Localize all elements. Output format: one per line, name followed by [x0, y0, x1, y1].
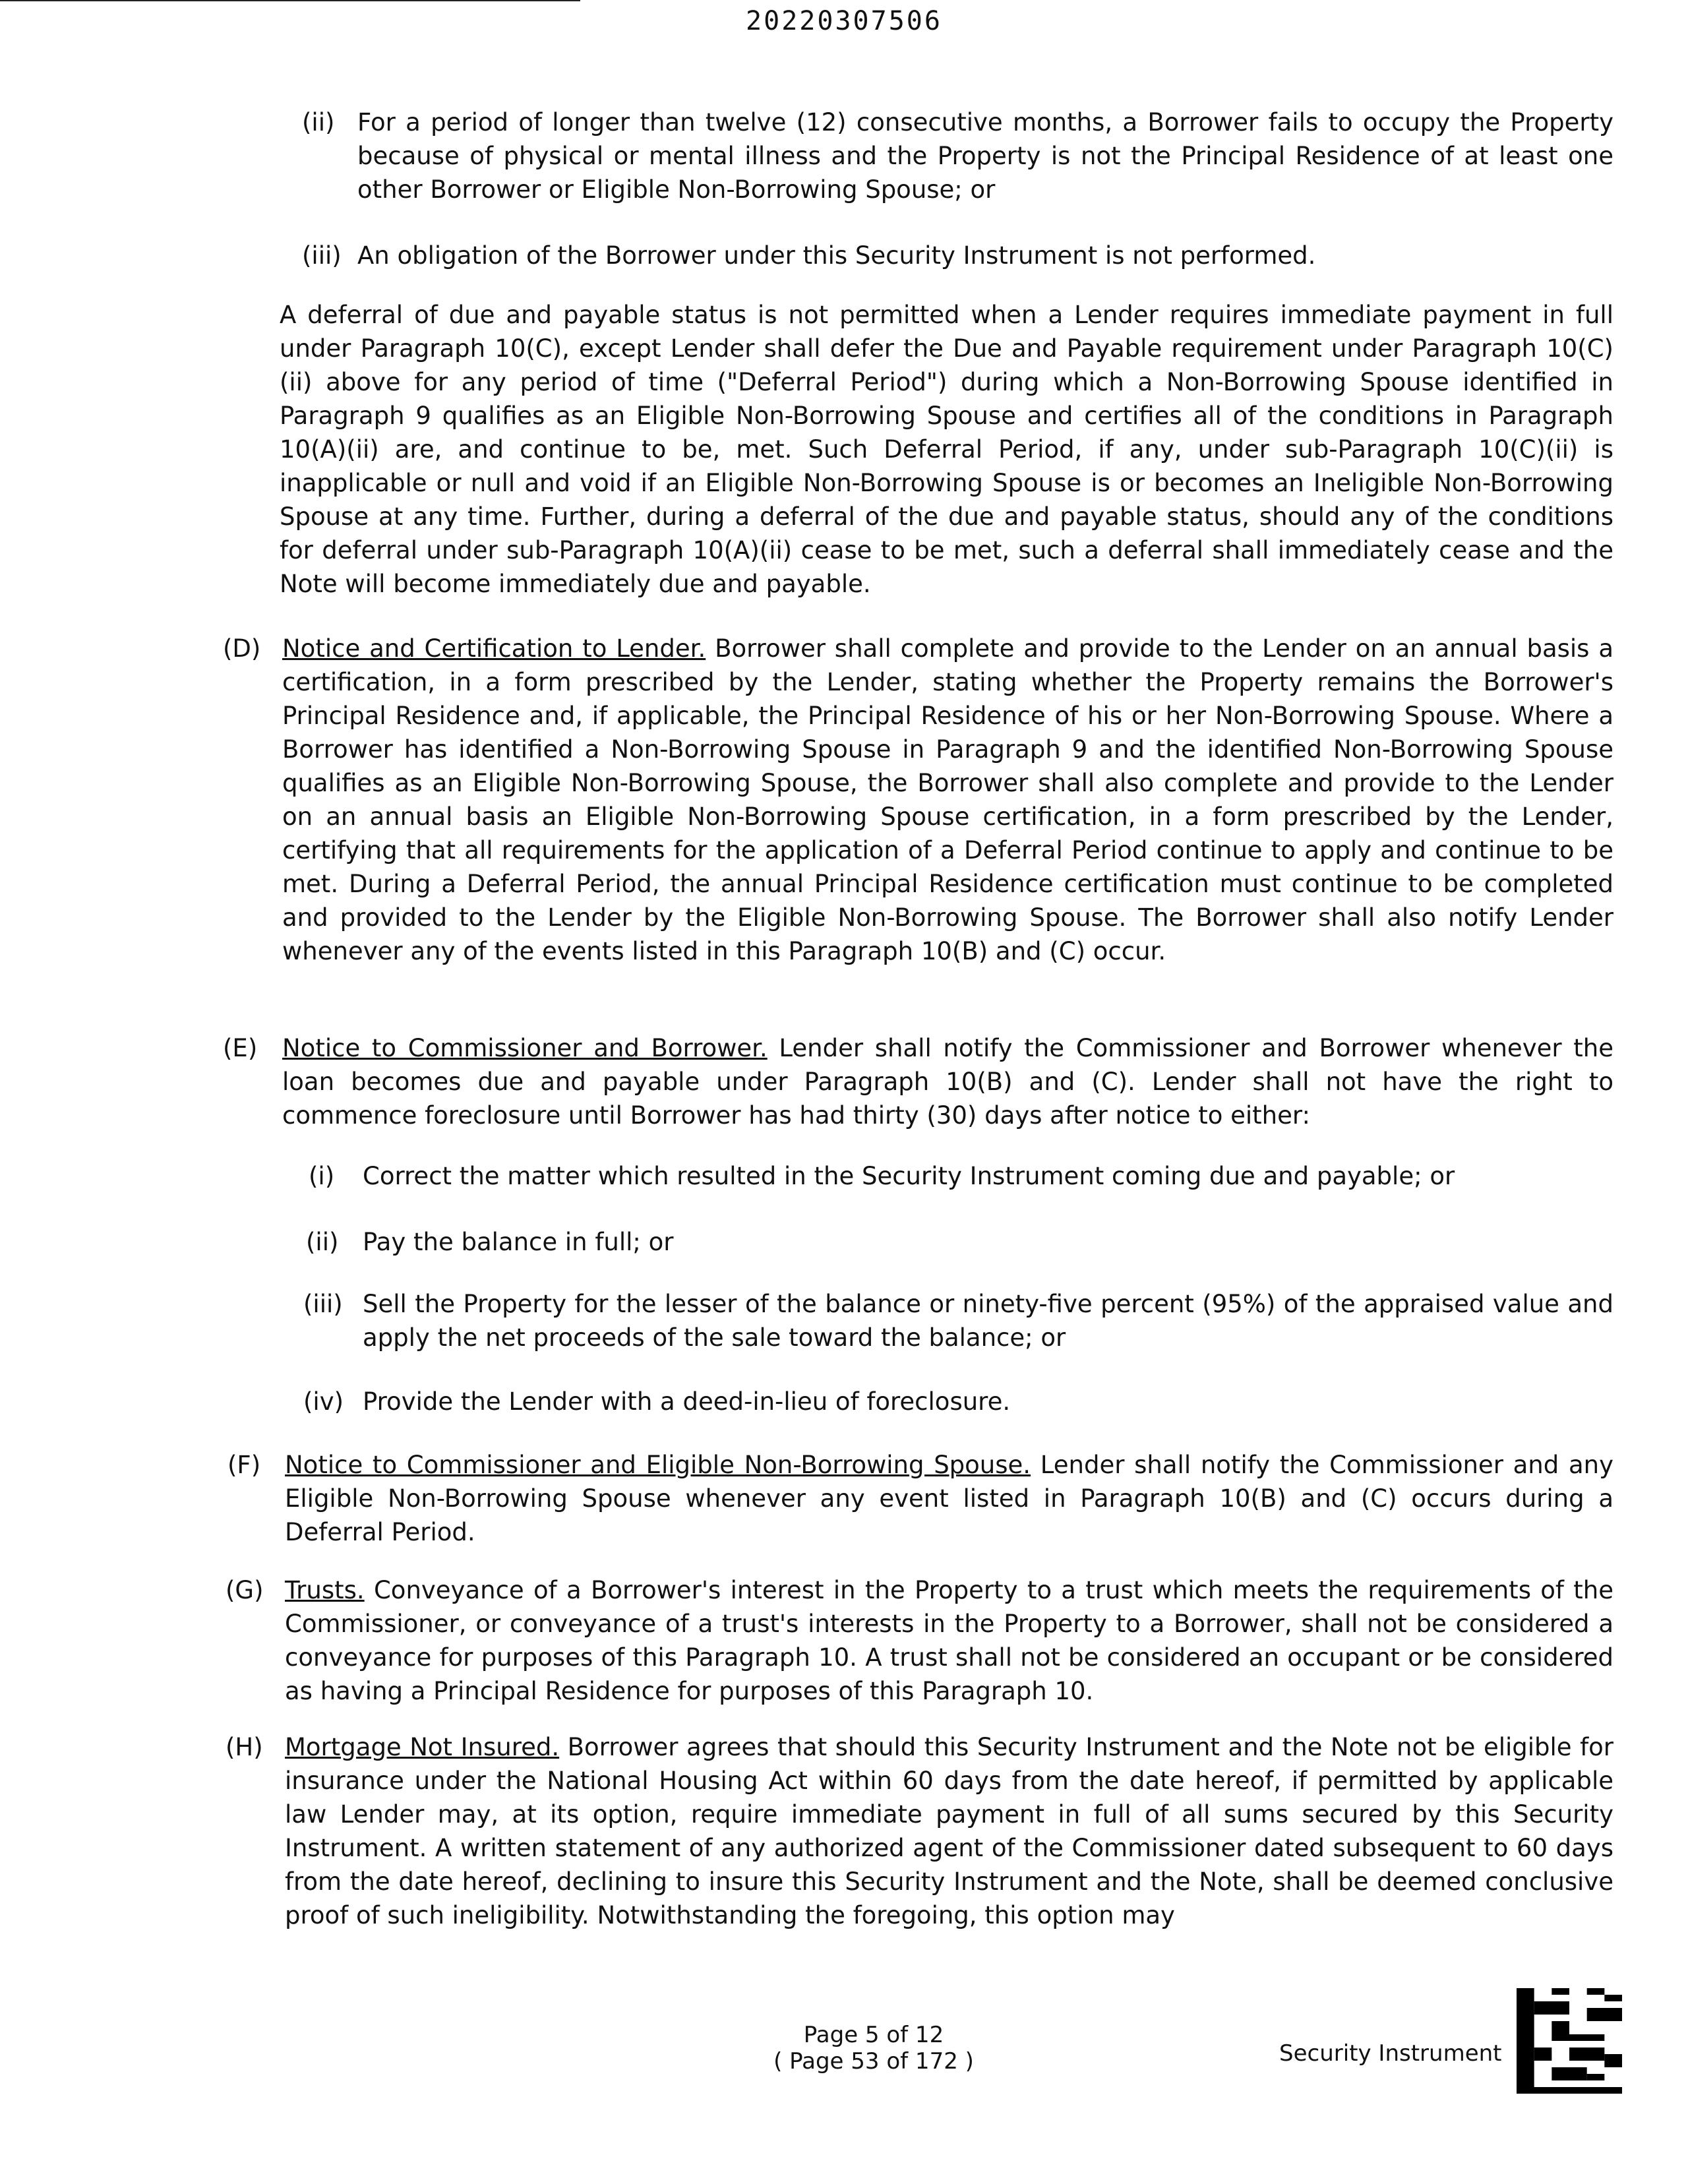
page-number — [765, 2022, 982, 2075]
item-text: An obligation of the Borrower under this Security Instrument is not performed. — [357, 241, 1316, 270]
section-heading: Notice to Commissioner and Borrower. — [282, 1034, 768, 1062]
section-heading: Notice to Commissioner and Eligible Non-Borrowing Spouse. — [285, 1451, 1031, 1479]
section-text: Borrower agrees that should this Security Instrument and the Note not be eligible for insurance under the National Housing Act within 60 days from the date hereof, if permitted by applicable law Lender may, at its option, require immediate payment in full of all sums secured by this Security Instrument. A written statement of any authorized agent of the Commissioner dated subsequent to 60 days from the date hereof, declining to insure this Security Instrument and the Note, shall be deemed conclusive proof of such ineligibility. Notwithstanding the foregoing, this option may — [285, 1733, 1613, 1929]
e-item-text: Sell the Property for the lesser of the balance or ninety-five percent (95%) of the appraised value and apply the net proceeds of the sale toward the balance; or — [363, 1290, 1613, 1352]
datamatrix-barcode-icon — [1517, 1988, 1622, 2094]
section-label: (G) — [226, 1576, 264, 1604]
section-heading: Notice and Certification to Lender. — [282, 634, 706, 663]
section-g — [285, 1573, 1613, 1708]
e-item-text: Pay the balance in full; or — [363, 1228, 674, 1256]
section-heading: Trusts. — [285, 1576, 365, 1604]
section-f — [285, 1448, 1613, 1549]
e-item-label: (i) — [309, 1162, 335, 1190]
e-item-text: Correct the matter which resulted in the Security Instrument coming due and payable; or — [363, 1162, 1455, 1190]
e-item-label: (iv) — [303, 1387, 344, 1416]
page-of-total: ( Page 53 of 172 ) — [773, 2048, 974, 2075]
item-label: (iii) — [302, 241, 342, 270]
footer-title: Security Instrument — [1279, 2040, 1502, 2067]
section-d — [282, 632, 1613, 968]
section-e — [282, 1031, 1613, 1132]
section-heading: Mortgage Not Insured. — [285, 1733, 560, 1761]
section-label: (E) — [223, 1034, 258, 1062]
section-label: (H) — [226, 1733, 263, 1761]
top-rule — [0, 0, 580, 1]
section-text: Lender shall notify the Commissioner and any Eligible Non-Borrowing Spouse whenever any event listed in Paragraph 10(B) and (C) occurs during a Deferral Period. — [285, 1451, 1613, 1546]
section-label: (F) — [227, 1451, 261, 1479]
document-number: 20220307506 — [746, 6, 942, 36]
page-of: Page 5 of 12 — [803, 2022, 944, 2048]
e-item-label: (iii) — [303, 1290, 343, 1318]
e-item-text: Provide the Lender with a deed-in-lieu of foreclosure. — [363, 1387, 1011, 1416]
section-text: Lender shall notify the Commissioner and Borrower whenever the loan becomes due and payable under Paragraph 10(B) and (C). Lender shall not have the right to commence foreclosure until Borrower has had thirty (30) days after notice to either: — [282, 1034, 1613, 1130]
deferral-paragraph: A deferral of due and payable status is not permitted when a Lender requires immediate payment in full under Paragraph 10(C), except Lender shall defer the Due and Payable requirement under Paragraph 10(C)(ii) above for any period of time ("Deferral Period") during which a Non-Borrowing Spouse identified in Paragraph 9 qualifies as an Eligible Non-Borrowing Spouse and certifies all of the conditions in Paragraph 10(A)(ii) are, and continue to be, met. Such Deferral Period, if any, under sub-Paragraph 10(C)(ii) is inapplicable or null and void if an Eligible Non-Borrowing Spouse is or becomes an Ineligible Non-Borrowing Spouse at any time. Further, during a deferral of the due and payable status, should any of the conditions for deferral under sub-Paragraph 10(A)(ii) cease to be met, such a deferral shall immediately cease and the Note will become immediately due and payable. — [280, 301, 1613, 598]
section-label: (D) — [223, 634, 261, 663]
section-h — [285, 1730, 1613, 1932]
item-label: (ii) — [302, 108, 335, 136]
e-item-label: (ii) — [306, 1228, 339, 1256]
section-text: Borrower shall complete and provide to the Lender on an annual basis a certification, in a form prescribed by the Lender, stating whether the Property remains the Borrower's Principal Residence and, if applicable, the Principal Residence of his or her Non-Borrowing Spouse. Where a Borrower has identified a Non-Borrowing Spouse in Paragraph 9 and the identified Non-Borrowing Spouse qualifies as an Eligible Non-Borrowing Spouse, the Borrower shall also complete and provide to the Lender on an annual basis an Eligible Non-Borrowing Spouse certification, in a form prescribed by the Lender, certifying that all requirements for the application of a Deferral Period continue to apply and continue to be met. During a Deferral Period, the annual Principal Residence certification must continue to be completed and provided to the Lender by the Eligible Non-Borrowing Spouse. The Borrower shall also notify Lender whenever any of the events listed in this Paragraph 10(B) and (C) occur. — [282, 634, 1613, 965]
section-text: Conveyance of a Borrower's interest in the Property to a trust which meets the requirements of the Commissioner, or conveyance of a trust's interests in the Property to a Borrower, shall not be considered a conveyance for purposes of this Paragraph 10. A trust shall not be considered an occupant or be considered as having a Principal Residence for purposes of this Paragraph 10. — [285, 1576, 1613, 1705]
item-text: For a period of longer than twelve (12) consecutive months, a Borrower fails to occupy the Property because of physical or mental illness and the Property is not the Principal Residence of at least one other Borrower or Eligible Non-Borrowing Spouse; or — [357, 108, 1613, 204]
